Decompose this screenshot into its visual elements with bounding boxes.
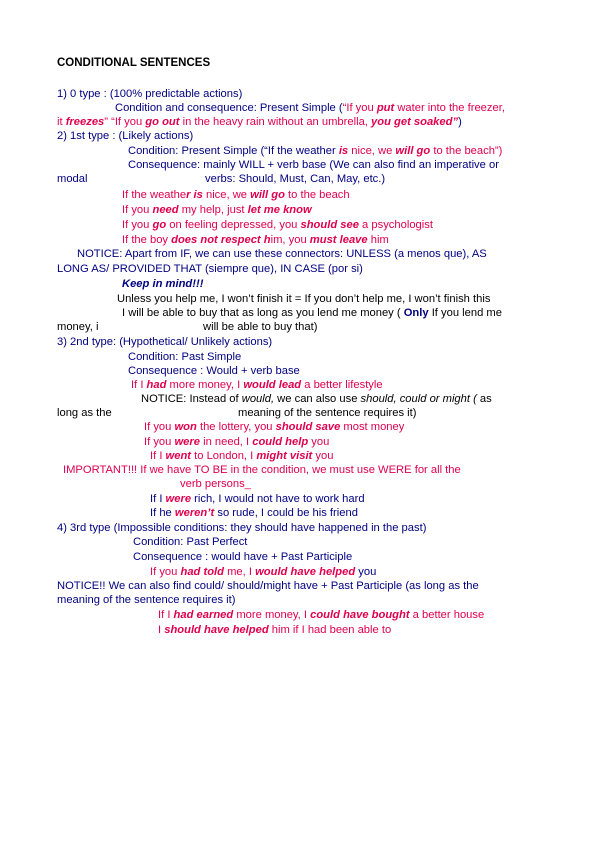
type0-rule-line [115, 101, 505, 115]
type2-ex6-c: so rude, I could be his friend [214, 507, 358, 519]
type1-example2 [122, 203, 312, 217]
type2-consequence: Consequence : Would + verb base [128, 365, 300, 377]
type2-example4 [150, 449, 333, 463]
type1-ex1-a: If the weathe [122, 189, 187, 201]
type2-ex4-e: you [312, 450, 334, 462]
type3-ex1-b: had told [180, 566, 224, 578]
type1-ex2-d: let me know [247, 204, 312, 216]
type2-example1 [131, 378, 383, 392]
type0-example2-result: you get soaked” [371, 116, 459, 128]
type2-notice-line1 [141, 392, 492, 406]
type0-example2-start: ” “If you [104, 116, 146, 128]
unless-line1: Unless you help me, I won’t finish it = If you don’t help me, I won’t finish this [117, 293, 491, 305]
type2-notice-a: NOTICE: Instead of [141, 393, 242, 405]
type1-condition-willgo: will go [395, 145, 431, 157]
type3-notice-line2: meaning of the sentence requires it) [57, 594, 236, 606]
type0-example2-middle: in the heavy rain without an umbrella, [179, 116, 372, 128]
important-line2: verb persons_ [180, 478, 251, 490]
type2-ex2-a: If you [144, 421, 175, 433]
type1-ex2-b: need [152, 204, 179, 216]
type0-example-line [57, 115, 462, 129]
type2-notice-line2-start: long as the [57, 407, 112, 419]
type1-ex4-b: does not respect h [171, 234, 271, 246]
type2-ex4-a: If I [150, 450, 166, 462]
type2-example5 [150, 492, 365, 506]
type3-ex2-c: more money, I [233, 609, 311, 621]
type2-ex3-a: If you [144, 436, 175, 448]
type0-example1-start: “If you [342, 102, 377, 114]
type3-ex3-a: I [158, 624, 165, 636]
type1-example3 [122, 218, 433, 232]
type1-ex1-d: will go [250, 189, 285, 201]
type1-condition-text: Condition: Present Simple (“If the weather [128, 145, 339, 157]
type3-example1 [150, 565, 376, 579]
type2-ex1-c: more money, I [166, 379, 244, 391]
type3-ex1-e: you [355, 566, 377, 578]
unless-l2-a: I will be able to buy that as long as you lend me money ( [122, 307, 404, 319]
type2-ex6-a: If he [150, 507, 175, 519]
type1-ex4-e: him [367, 234, 389, 246]
type2-ex5-c: rich, I would not have to work hard [191, 493, 365, 505]
type1-ex1-e: to the beach [284, 189, 350, 201]
type3-ex2-d: could have bought [310, 609, 410, 621]
type3-ex1-a: If you [150, 566, 181, 578]
type1-condition-end: to the beach”) [430, 145, 503, 157]
type1-condition-mid: nice, we [348, 145, 396, 157]
type2-ex4-d: might visit [256, 450, 313, 462]
type3-ex2-a: If I [158, 609, 174, 621]
type1-modal-word: modal [57, 173, 88, 185]
type3-condition: Condition: Past Perfect [133, 536, 248, 548]
type2-example2 [144, 420, 404, 434]
type3-consequence: Consequence : would have + Past Participle [133, 551, 353, 563]
unless-line2 [122, 306, 502, 320]
unless-line3-end: will be able to buy that) [203, 321, 318, 333]
type2-ex6-b: weren’t [174, 507, 215, 519]
type0-paren-close: ) [458, 116, 462, 128]
type1-ex3-a: If you [122, 219, 153, 231]
type0-example1-verb: put [376, 102, 395, 114]
type1-ex3-d: should see [300, 219, 359, 231]
type1-notice-line1: NOTICE: Apart from IF, we can use these connectors: UNLESS (a menos que), AS [77, 248, 487, 260]
type2-ex2-d: should save [275, 421, 341, 433]
unless-line3-start: money, i [57, 321, 99, 333]
type1-modal-verbs: verbs: Should, Must, Can, May, etc.) [205, 173, 386, 185]
type1-ex3-e: a psychologist [358, 219, 433, 231]
type3-ex2-e: a better house [409, 609, 485, 621]
type2-notice-would: would, [241, 393, 275, 405]
type3-example2 [158, 608, 484, 622]
type2-ex4-b: went [165, 450, 192, 462]
type2-ex3-e: you [308, 436, 330, 448]
type2-ex1-a: If I [131, 379, 147, 391]
type3-example3 [158, 623, 391, 637]
type1-ex2-a: If you [122, 204, 153, 216]
type2-ex3-d: could help [252, 436, 309, 448]
type3-ex3-b: should have helped [164, 624, 269, 636]
type0-example1-rest: water into the freezer, [394, 102, 505, 114]
type1-example4 [122, 233, 389, 247]
page-title: CONDITIONAL SENTENCES [57, 57, 211, 69]
type2-heading: 3) 2nd type: (Hypothetical/ Unlikely actions) [57, 336, 273, 348]
type3-ex1-d: would have helped [255, 566, 356, 578]
type1-ex1-c: nice, we [202, 189, 251, 201]
unless-l2-c: If you lend me [428, 307, 502, 319]
type2-notice-c: we can also use [274, 393, 361, 405]
type2-ex3-c: in need, I [199, 436, 253, 448]
type2-ex2-c: the lottery, you [196, 421, 276, 433]
type1-ex4-c: im, you [270, 234, 310, 246]
type2-ex5-b: were [165, 493, 192, 505]
type2-ex4-c: to London, I [191, 450, 257, 462]
type1-ex2-c: my help, just [178, 204, 248, 216]
type3-ex3-c: him if I had been able to [268, 624, 392, 636]
type3-ex2-b: had earned [173, 609, 234, 621]
type1-example1 [122, 188, 350, 202]
type1-condition-is: is [338, 145, 349, 157]
type0-heading: 1) 0 type : (100% predictable actions) [57, 88, 243, 100]
type1-ex4-d: must leave [309, 234, 368, 246]
type3-ex1-c: me, I [223, 566, 256, 578]
type2-example6 [150, 506, 358, 520]
type1-notice-line2: LONG AS/ PROVIDED THAT (siempre que), IN CASE (por si) [57, 263, 363, 275]
type2-notice-modals: should, could or might ( [360, 393, 477, 405]
type2-ex3-b: were [174, 436, 200, 448]
type1-condition [128, 144, 502, 158]
type1-ex4-a: If the boy [122, 234, 172, 246]
keep-in-mind: Keep in mind!!! [122, 278, 204, 290]
type1-consequence: Consequence: mainly WILL + verb base (We can also find an imperative or [128, 159, 499, 171]
type0-rule-text: Condition and consequence: Present Simple ( [115, 102, 343, 114]
type3-notice-line1: NOTICE!! We can also find could/ should/might have + Past Participle (as long as the [57, 580, 479, 592]
type3-heading: 4) 3rd type (Impossible conditions: they should have happened in the past) [57, 522, 427, 534]
type2-notice-as: as [476, 393, 492, 405]
type1-ex3-b: go [152, 219, 167, 231]
type0-example1-freezes: freezes [65, 116, 105, 128]
type2-ex1-b: had [146, 379, 167, 391]
type0-example2-verb: go out [145, 116, 180, 128]
type2-ex5-a: If I [150, 493, 166, 505]
type2-ex2-b: won [174, 421, 197, 433]
type1-ex3-c: on feeling depressed, you [166, 219, 301, 231]
important-line1: IMPORTANT!!! If we have TO BE in the condition, we must use WERE for all the [63, 464, 461, 476]
type2-ex2-e: most money [340, 421, 405, 433]
type2-notice-line2-end: meaning of the sentence requires it) [238, 407, 417, 419]
type2-condition: Condition: Past Simple [128, 351, 242, 363]
type2-example3 [144, 435, 329, 449]
type1-heading: 2) 1st type : (Likely actions) [57, 130, 194, 142]
unless-only: Only [403, 307, 429, 319]
type1-ex1-b: r is [186, 189, 203, 201]
type2-ex1-e: a better lifestyle [301, 379, 383, 391]
type0-example1-it: it [57, 116, 66, 128]
type2-ex1-d: would lead [243, 379, 302, 391]
